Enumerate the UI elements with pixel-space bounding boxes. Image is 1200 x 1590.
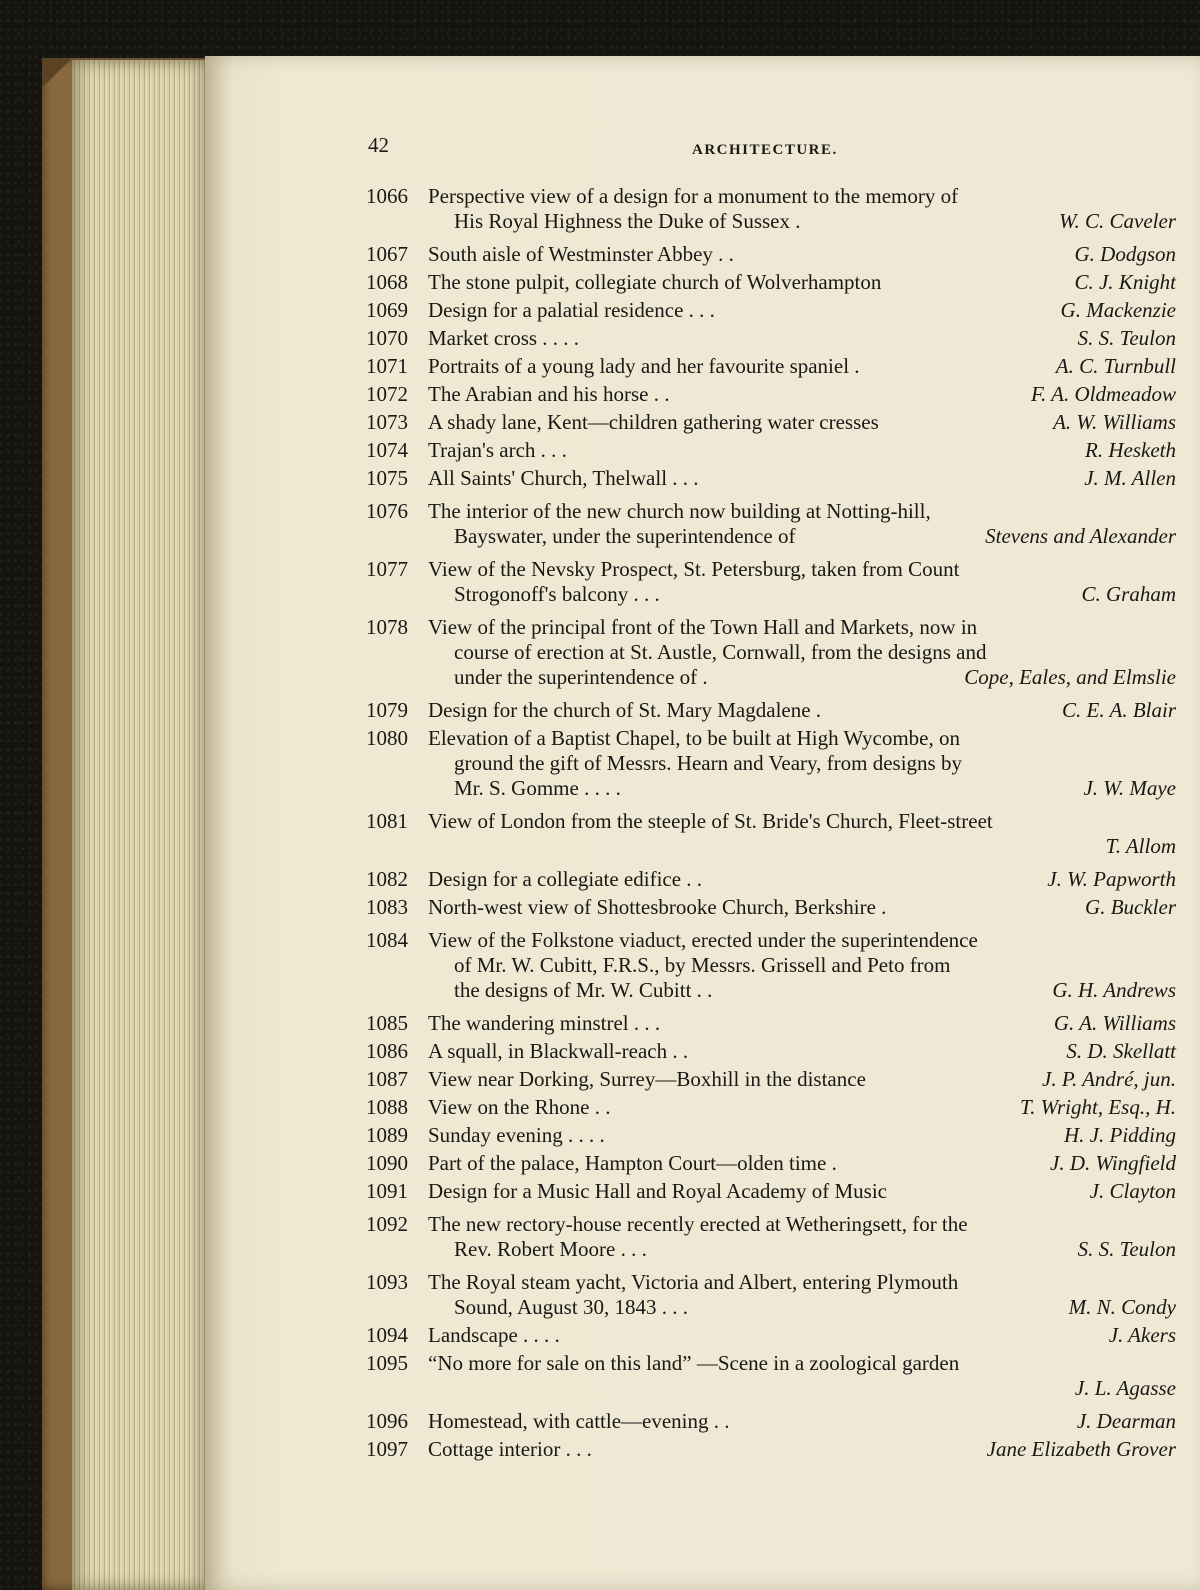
entry-artist: G. Dodgson [1074, 242, 1176, 266]
entry-artist: J. W. Papworth [1047, 867, 1176, 891]
entry-artist: J. L. Agasse [1074, 1376, 1176, 1400]
entry-line [428, 665, 1176, 690]
entry-title: His Royal Highness the Duke of Sussex . [454, 209, 801, 233]
entry-title: The wandering minstrel . . . [428, 1011, 661, 1035]
entry-number: 1076 [366, 499, 408, 523]
entry-number: 1084 [366, 928, 408, 952]
catalogue-entry [366, 1123, 1176, 1148]
entry-line [428, 354, 1176, 379]
entry-title: The stone pulpit, collegiate church of Wolverhampton [428, 270, 882, 294]
entry-body [428, 410, 1176, 435]
entry-line [428, 809, 1176, 834]
catalogue-entry [366, 270, 1176, 295]
entry-body [428, 1351, 1176, 1401]
entry-artist: C. J. Knight [1074, 270, 1176, 294]
entry-number: 1091 [366, 1179, 408, 1203]
entry-artist: Stevens and Alexander [985, 524, 1176, 548]
catalogue-entry [366, 1039, 1176, 1064]
catalogue-entry [366, 499, 1176, 549]
entry-title: Design for a palatial residence . . . [428, 298, 715, 322]
entry-title: Design for a Music Hall and Royal Academy of Music [428, 1179, 887, 1203]
entry-artist: R. Hesketh [1085, 438, 1176, 462]
entry-title: “No more for sale on this land” —Scene in a zoological garden [428, 1351, 960, 1375]
catalogue-entry [366, 410, 1176, 435]
entry-body [428, 1437, 1176, 1462]
entry-artist: C. Graham [1081, 582, 1176, 606]
entry-body [428, 1323, 1176, 1348]
entry-title: View on the Rhone . . [428, 1095, 611, 1119]
entry-line [428, 466, 1176, 491]
entry-number: 1067 [366, 242, 408, 266]
entry-body [428, 1067, 1176, 1092]
entry-number: 1097 [366, 1437, 408, 1461]
entry-artist: G. H. Andrews [1052, 978, 1176, 1002]
entry-number: 1071 [366, 354, 408, 378]
entry-title: The interior of the new church now building at Notting-hill, [428, 499, 931, 523]
entry-number: 1089 [366, 1123, 408, 1147]
entry-body [428, 698, 1176, 723]
catalogue-entry [366, 1151, 1176, 1176]
entry-artist: S. S. Teulon [1077, 326, 1176, 350]
entry-line [428, 1011, 1176, 1036]
entry-line [428, 698, 1176, 723]
entry-artist: H. J. Pidding [1064, 1123, 1176, 1147]
entry-body [428, 326, 1176, 351]
entry-title: the designs of Mr. W. Cubitt . . [454, 978, 713, 1002]
catalogue-entry [366, 726, 1176, 801]
entry-number: 1072 [366, 382, 408, 406]
entry-body [428, 1039, 1176, 1064]
entry-artist: C. E. A. Blair [1062, 698, 1176, 722]
entry-title: Part of the palace, Hampton Court—olden time . [428, 1151, 837, 1175]
entry-artist: M. N. Condy [1068, 1295, 1176, 1319]
entry-number: 1087 [366, 1067, 408, 1091]
entry-artist: S. D. Skellatt [1066, 1039, 1176, 1063]
catalogue-entry [366, 809, 1176, 859]
catalogue-entry [366, 1409, 1176, 1434]
entry-number: 1070 [366, 326, 408, 350]
entry-artist: G. A. Williams [1053, 1011, 1176, 1035]
entry-line [428, 1270, 1176, 1295]
entry-line [428, 1179, 1176, 1204]
entry-line [428, 751, 1176, 776]
entry-line [428, 1123, 1176, 1148]
entry-line [428, 270, 1176, 295]
entry-body [428, 1151, 1176, 1176]
entry-line [428, 953, 1176, 978]
entry-title: The Royal steam yacht, Victoria and Albert, entering Plymouth [428, 1270, 959, 1294]
entry-artist: J. D. Wingfield [1050, 1151, 1176, 1175]
entry-title: Market cross . . . . [428, 326, 580, 350]
entry-line [428, 615, 1176, 640]
entry-line [428, 1237, 1176, 1262]
entry-line [428, 382, 1176, 407]
entry-body [428, 298, 1176, 323]
entry-title: A squall, in Blackwall-reach . . [428, 1039, 689, 1063]
entry-title: under the superintendence of . [454, 665, 708, 689]
entry-artist: Cope, Eales, and Elmslie [964, 665, 1176, 689]
entry-title: Portraits of a young lady and her favourite spaniel . [428, 354, 860, 378]
entry-title: Homestead, with cattle—evening . . [428, 1409, 730, 1433]
entry-artist: T. Allom [1105, 834, 1176, 858]
entry-title: of Mr. W. Cubitt, F.R.S., by Messrs. Grissell and Peto from [454, 953, 951, 977]
entry-line [428, 726, 1176, 751]
entry-line [428, 978, 1176, 1003]
entry-line [428, 1295, 1176, 1320]
catalogue-entry [366, 1179, 1176, 1204]
catalogue-entry [366, 466, 1176, 491]
entry-title: Landscape . . . . [428, 1323, 560, 1347]
catalogue-entry [366, 1212, 1176, 1262]
entry-number: 1093 [366, 1270, 408, 1294]
entry-title: ground the gift of Messrs. Hearn and Veary, from designs by [454, 751, 962, 775]
entry-line [428, 640, 1176, 665]
entry-line [428, 524, 1176, 549]
entry-artist: J. Clayton [1089, 1179, 1176, 1203]
entry-body [428, 466, 1176, 491]
entry-title: A shady lane, Kent—children gathering water cresses [428, 410, 879, 434]
entry-number: 1066 [366, 184, 408, 208]
catalogue-entry [366, 298, 1176, 323]
entry-title: View of the Folkstone viaduct, erected under the superintendence [428, 928, 978, 952]
entry-line [428, 1409, 1176, 1434]
entry-artist: F. A. Oldmeadow [1030, 382, 1176, 406]
entry-title: Design for a collegiate edifice . . [428, 867, 703, 891]
entry-title: Trajan's arch . . . [428, 438, 567, 462]
entry-title: Mr. S. Gomme . . . . [454, 776, 621, 800]
catalogue-entry [366, 382, 1176, 407]
entry-number: 1088 [366, 1095, 408, 1119]
entry-title: View of the principal front of the Town Hall and Markets, now in [428, 615, 978, 639]
page-edges [72, 60, 212, 1590]
entry-number: 1092 [366, 1212, 408, 1236]
catalogue-entry [366, 615, 1176, 690]
entry-title: Sunday evening . . . . [428, 1123, 605, 1147]
catalogue-entry [366, 1270, 1176, 1320]
entry-number: 1077 [366, 557, 408, 581]
entry-title: Bayswater, under the superintendence of [454, 524, 796, 548]
entry-title: All Saints' Church, Thelwall . . . [428, 466, 699, 490]
entry-number: 1079 [366, 698, 408, 722]
entry-title: View of the Nevsky Prospect, St. Petersburg, taken from Count [428, 557, 960, 581]
entry-line [428, 1351, 1176, 1376]
entry-line [428, 1039, 1176, 1064]
entry-line [428, 410, 1176, 435]
entry-artist: Jane Elizabeth Grover [986, 1437, 1176, 1461]
entry-artist: G. Buckler [1085, 895, 1176, 919]
catalogue-entry [366, 242, 1176, 267]
entry-line [428, 1437, 1176, 1462]
entry-line [428, 582, 1176, 607]
entry-title: View near Dorking, Surrey—Boxhill in the distance [428, 1067, 866, 1091]
catalogue-entry [366, 1437, 1176, 1462]
entry-title: Elevation of a Baptist Chapel, to be built at High Wycombe, on [428, 726, 960, 750]
entry-body [428, 726, 1176, 801]
entry-title: Rev. Robert Moore . . . [454, 1237, 647, 1261]
entry-title: Strogonoff's balcony . . . [454, 582, 660, 606]
entry-line [428, 499, 1176, 524]
entry-artist: W. C. Caveler [1058, 209, 1176, 233]
entry-number: 1085 [366, 1011, 408, 1035]
entry-line [428, 867, 1176, 892]
catalogue-entry [366, 1011, 1176, 1036]
entry-title: Sound, August 30, 1843 . . . [454, 1295, 688, 1319]
entry-title: South aisle of Westminster Abbey . . [428, 242, 734, 266]
entry-number: 1080 [366, 726, 408, 750]
entry-artist: A. W. Williams [1053, 410, 1176, 434]
entry-line [428, 184, 1176, 209]
catalogue-entry [366, 184, 1176, 234]
catalogue-entry [366, 1067, 1176, 1092]
entry-title: North-west view of Shottesbrooke Church, Berkshire . [428, 895, 887, 919]
entry-title: Design for the church of St. Mary Magdalene . [428, 698, 822, 722]
entry-title: Cottage interior . . . [428, 1437, 592, 1461]
entry-line [428, 1323, 1176, 1348]
entry-line [428, 438, 1176, 463]
entry-artist: J. Dearman [1076, 1409, 1176, 1433]
entry-line [428, 298, 1176, 323]
catalogue-entry [366, 326, 1176, 351]
entry-line [428, 895, 1176, 920]
entry-body [428, 1212, 1176, 1262]
entry-body [428, 184, 1176, 234]
entry-body [428, 499, 1176, 549]
catalogue-entry [366, 1323, 1176, 1348]
entry-line [428, 776, 1176, 801]
catalogue-entries [366, 184, 1176, 1465]
entry-body [428, 895, 1176, 920]
entry-body [428, 1270, 1176, 1320]
entry-artist: G. Mackenzie [1060, 298, 1176, 322]
cover-corner [42, 58, 72, 88]
entry-body [428, 615, 1176, 690]
entry-number: 1090 [366, 1151, 408, 1175]
entry-number: 1068 [366, 270, 408, 294]
entry-number: 1095 [366, 1351, 408, 1375]
entry-number: 1073 [366, 410, 408, 434]
entry-number: 1096 [366, 1409, 408, 1433]
entry-title: View of London from the steeple of St. Bride's Church, Fleet-street [428, 809, 993, 833]
entry-artist: S. S. Teulon [1077, 1237, 1176, 1261]
catalogue-entry [366, 1095, 1176, 1120]
catalogue-entry [366, 867, 1176, 892]
entry-line [428, 1095, 1176, 1120]
entry-line [428, 242, 1176, 267]
entry-number: 1074 [366, 438, 408, 462]
entry-title: The new rectory-house recently erected at Wetheringsett, for the [428, 1212, 968, 1236]
entry-artist: J. P. André, jun. [1042, 1067, 1176, 1091]
entry-body [428, 382, 1176, 407]
entry-line [428, 1067, 1176, 1092]
entry-number: 1069 [366, 298, 408, 322]
entry-number: 1094 [366, 1323, 408, 1347]
entry-artist: J. Akers [1108, 1323, 1176, 1347]
catalogue-entry [366, 698, 1176, 723]
entry-artist: J. W. Maye [1083, 776, 1176, 800]
catalogue-entry [366, 895, 1176, 920]
page-number: 42 [368, 133, 389, 157]
catalogue-entry [366, 928, 1176, 1003]
entry-body [428, 1409, 1176, 1434]
entry-number: 1078 [366, 615, 408, 639]
entry-artist: T. Wright, Esq., H. [1020, 1095, 1176, 1119]
entry-number: 1075 [366, 466, 408, 490]
catalogue-entry [366, 438, 1176, 463]
catalogue-entry [366, 557, 1176, 607]
running-head: ARCHITECTURE. [692, 142, 838, 158]
entry-title: Perspective view of a design for a monument to the memory of [428, 184, 959, 208]
entry-artist: J. M. Allen [1084, 466, 1176, 490]
entry-line [428, 557, 1176, 582]
entry-number: 1082 [366, 867, 408, 891]
catalogue-entry [366, 1351, 1176, 1401]
entry-body [428, 867, 1176, 892]
entry-body [428, 1095, 1176, 1120]
entry-body [428, 928, 1176, 1003]
entry-number: 1086 [366, 1039, 408, 1063]
entry-body [428, 1179, 1176, 1204]
entry-artist: A. C. Turnbull [1055, 354, 1176, 378]
entry-line [428, 209, 1176, 234]
entry-body [428, 354, 1176, 379]
entry-line [428, 1212, 1176, 1237]
catalogue-entry [366, 354, 1176, 379]
entry-body [428, 1123, 1176, 1148]
entry-body [428, 438, 1176, 463]
entry-number: 1081 [366, 809, 408, 833]
entry-title: course of erection at St. Austle, Cornwall, from the designs and [454, 640, 987, 664]
entry-body [428, 270, 1176, 295]
entry-line [428, 1151, 1176, 1176]
entry-body [428, 557, 1176, 607]
entry-body [428, 809, 1176, 859]
entry-body [428, 1011, 1176, 1036]
entry-line [428, 928, 1176, 953]
entry-number: 1083 [366, 895, 408, 919]
entry-title: The Arabian and his horse . . [428, 382, 670, 406]
entry-body [428, 242, 1176, 267]
entry-line [428, 326, 1176, 351]
